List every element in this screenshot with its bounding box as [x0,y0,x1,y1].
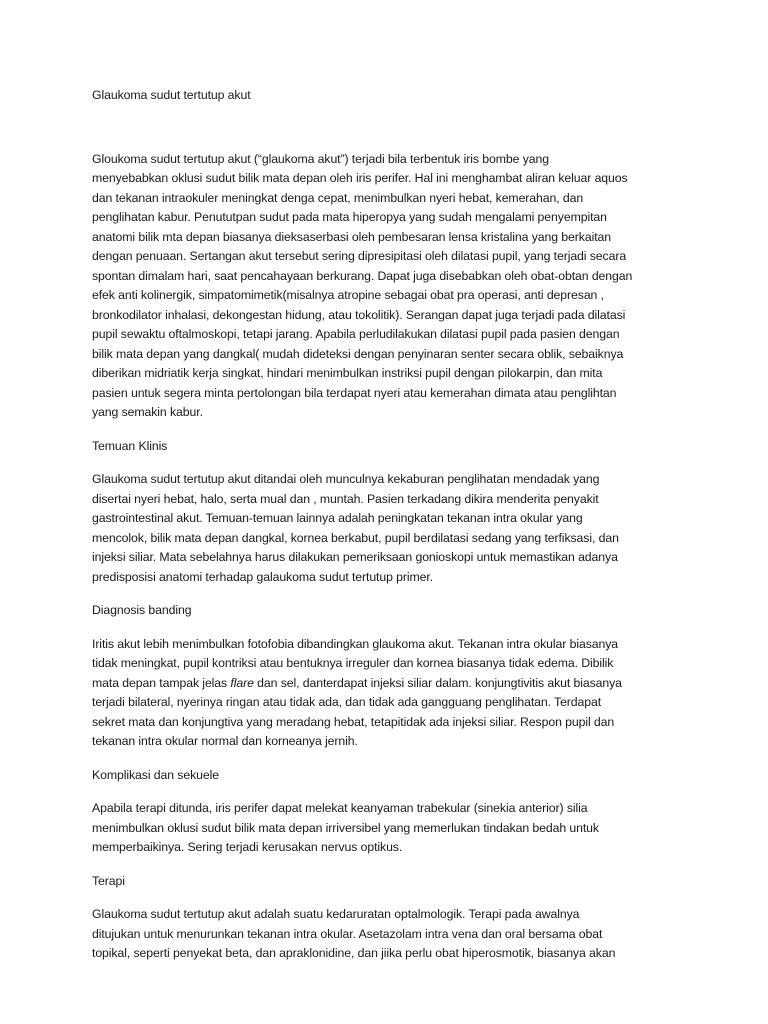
paragraph-line: tidak meningkat, pupil kontriksi atau bentuknya irreguler dan kornea biasanya tidak edema. Dibilik [92,656,614,670]
paragraph-line: efek anti kolinergik, simpatomimetik(misalnya atropine sebagai obat pra operasi, anti depresan , [92,288,604,302]
section-paragraph [92,150,668,423]
paragraph-line: menyebabkan oklusi sudut bilik mata depan oleh iris perifer. Hal ini menghambat aliran keluar aquos [92,171,628,185]
section-paragraph [92,905,668,964]
paragraph-line: Glaukoma sudut tertutup akut adalah suatu kedaruratan optalmologik. Terapi pada awalnya [92,907,580,921]
paragraph-line: spontan dimalam hari, saat pencahayaan berkurang. Dapat juga disebabkan oleh obat-obtan dengan [92,268,633,283]
paragraph-line: memperbaikinya. Sering terjadi kerusakan nervus optikus. [92,840,403,854]
paragraph-line: Iritis akut lebih menimbulkan fotofobia dibandingkan glaukoma akut. Tekanan intra okular biasanya [92,636,619,651]
paragraph-line: Gloukoma sudut tertutup akut (“glaukoma akut”) terjadi bila terbentuk iris bombe yang [92,151,549,166]
paragraph-line: bilik mata depan yang dangkal( mudah dideteksi dengan penyinaran senter secara oblik, sebaiknya [92,346,624,361]
section-paragraph [92,635,668,752]
section-heading: Diagnosis banding [92,603,192,617]
section-heading: Komplikasi dan sekuele [92,767,219,782]
paragraph-line: menimbulkan oklusi sudut bilik mata depan irriversibel yang memerlukan tindakan bedah untuk [92,820,599,835]
section-heading: Terapi [92,873,125,888]
paragraph-line: Apabila terapi ditunda, iris perifer dapat melekat keanyaman trabekular (sinekia anterior) silia [92,801,588,815]
paragraph-line: ditujukan untuk menurunkan tekanan intra okular. Asetazolam intra vena dan oral bersama obat [92,926,603,941]
section-paragraph [92,799,668,858]
paragraph-line [92,674,668,694]
paragraph-line: yang semakin kabur. [92,405,203,419]
paragraph-line: tekanan intra okular normal dan korneanya jernih. [92,734,358,748]
line-text: mata depan tampak jelas [92,675,231,690]
paragraph-line: diberikan midriatik kerja singkat, hindari menimbulkan instriksi pupil dengan pilokarpin, dan mita [92,366,603,380]
paragraph-line: Glaukoma sudut tertutup akut ditandai oleh munculnya kekaburan penglihatan mendadak yang [92,472,600,486]
paragraph-line: pupil sewaktu oftalmoskopi, tetapi jarang. Apabila perludilakukan dilatasi pupil pada pasien dengan [92,327,620,341]
paragraph-line: dengan penuaan. Sertangan akut tersebut sering dipresipitasi oleh dilatasi pupil, yang terjadi secara [92,249,627,263]
paragraph-line: topikal, seperti penyekat beta, dan apraklonidine, dan jiika perlu obat hiperosmotik, biasanya akan [92,946,616,960]
paragraph-line: anatomi bilik mta depan biasanya dieksaserbasi oleh pembesaran lensa kristalina yang berkaitan [92,229,611,244]
paragraph-line: disertai nyeri hebat, halo, serta mual dan , muntah. Pasien terkadang dikira menderita penyakit [92,491,599,506]
paragraph-line: injeksi siliar. Mata sebelahnya harus dilakukan pemeriksaan gonioskopi untuk memastikan adanya [92,550,618,564]
paragraph-line: sekret mata dan konjungtiva yang meradang hebat, tetapitidak ada injeksi siliar. Respon pupil dan [92,714,615,729]
paragraph-line: mencolok, bilik mata depan dangkal, kornea berkabut, pupil berdilatasi sedang yang terfiksasi, dan [92,530,619,545]
line-text: dan sel, danterdapat injeksi siliar dalam. konjungtivitis akut biasanya [253,675,622,690]
paragraph-line: bronkodilator inhalasi, dekongestan hidung, atau tokolitik). Serangan dapat juga terjadi pada dilatasi [92,307,626,322]
paragraph-line: predisposisi anatomi terhadap galaukoma sudut tertutup primer. [92,569,434,584]
section-heading: Temuan Klinis [92,438,168,453]
italic-term: flare [230,675,254,690]
document-body [92,150,668,964]
section-paragraph [92,470,668,587]
paragraph-line: pasien untuk segera minta pertolongan bila terdapat nyeri atau kemerahan dimata atau penglihtan [92,385,617,400]
paragraph-line: penglihatan kabur. Penututpan sudut pada mata hiperopya yang sudah mengalami penyempitan [92,210,607,224]
paragraph-line: gastrointestinal akut. Temuan-temuan lainnya adalah peningkatan tekanan intra okular yang [92,511,583,525]
document-title: Glaukoma sudut tertutup akut [92,88,251,102]
paragraph-line: terjadi bilateral, nyerinya ringan atau tidak ada, dan tidak ada gangguang penglihatan. Terdapat [92,695,602,709]
paragraph-line: dan tekanan intraokuler meningkat denga cepat, menimbulkan nyeri hebat, kemerahan, dan [92,190,584,205]
